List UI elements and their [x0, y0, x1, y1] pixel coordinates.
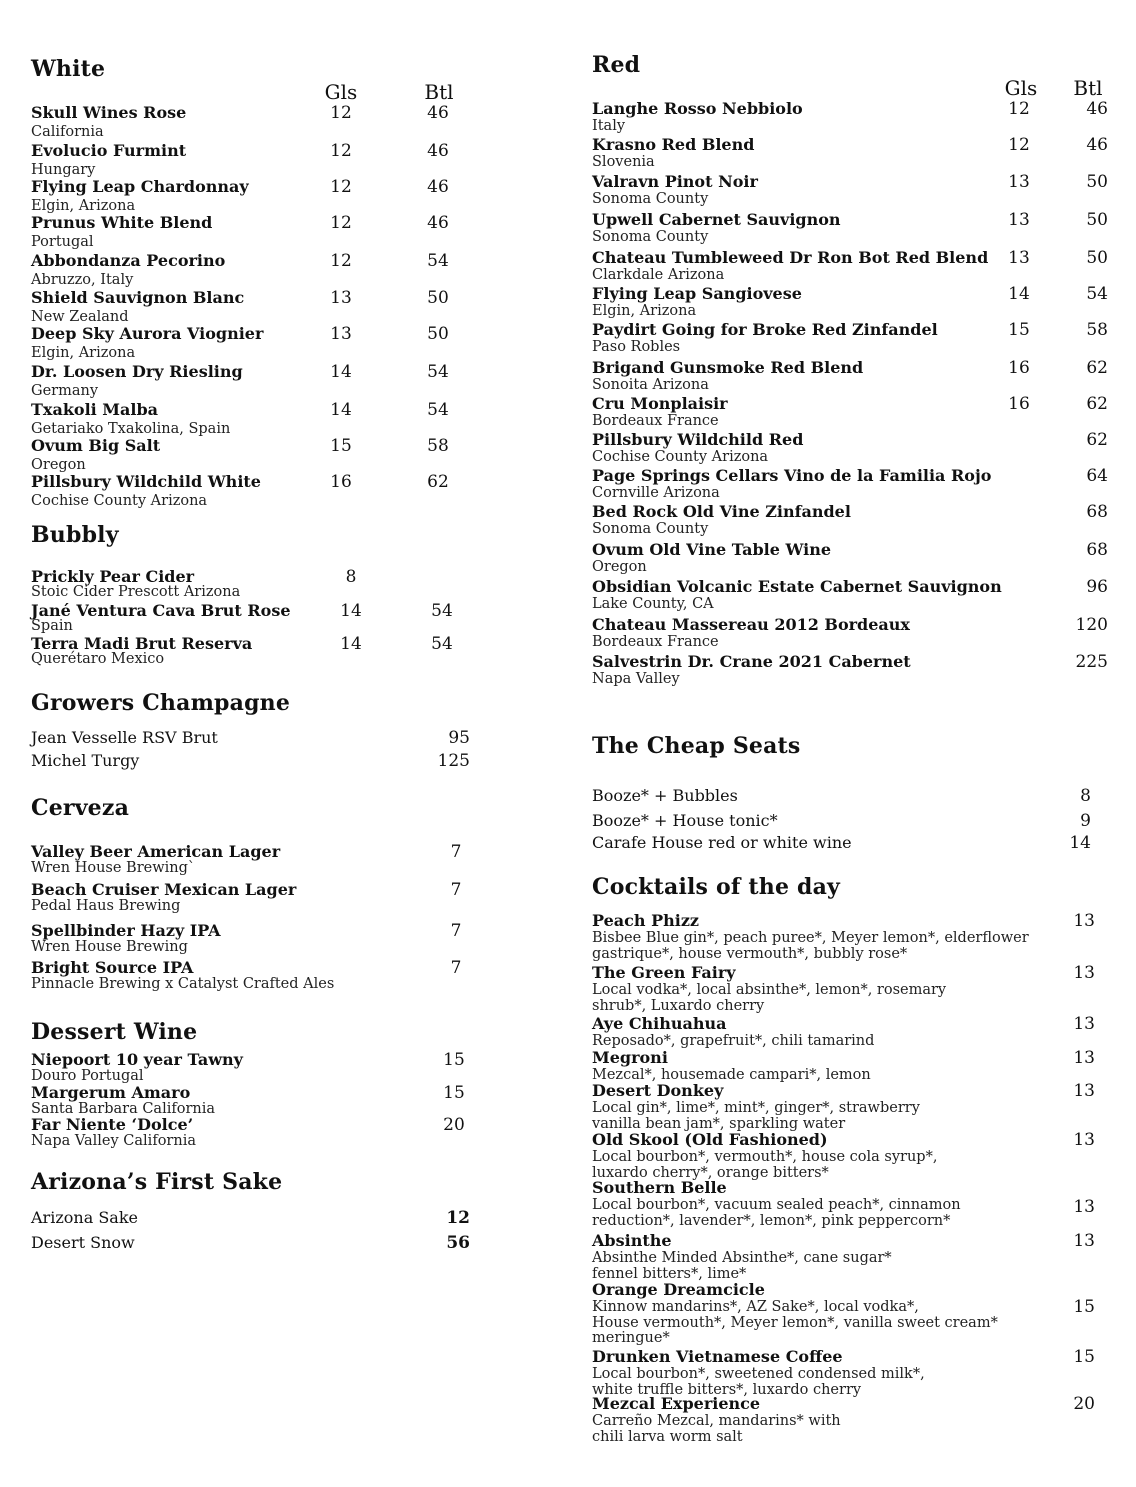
- wine-origin: Querétaro Mexico: [31, 651, 165, 667]
- item-price: 8: [1080, 786, 1091, 806]
- beer-brewery: Wren House Brewing`: [31, 860, 196, 876]
- bottle-price: 54: [427, 251, 449, 271]
- cocktail-ingredients: Reposado*, grapefruit*, chili tamarind: [592, 1033, 875, 1049]
- glass-price: 13: [330, 324, 352, 344]
- wine-name: Margerum Amaro: [31, 1083, 191, 1102]
- glass-price: 13: [1008, 172, 1030, 192]
- wine-origin: Paso Robles: [592, 339, 681, 355]
- bottle-price: 62: [1086, 358, 1108, 378]
- cocktail-ingredients: Local vodka*, local absinthe*, lemon*, rosemary: [592, 982, 947, 998]
- wine-origin: Cochise County Arizona: [31, 493, 208, 509]
- bottle-price: 46: [427, 177, 449, 197]
- beer-name: Beach Cruiser Mexican Lager: [31, 880, 297, 899]
- wine-origin: Santa Barbara California: [31, 1101, 216, 1117]
- glass-price: 13: [330, 288, 352, 308]
- wine-origin: New Zealand: [31, 309, 129, 325]
- wine-origin: Elgin, Arizona: [592, 303, 697, 319]
- bottle-price: 58: [1086, 320, 1108, 340]
- cocktail-name: Aye Chihuahua: [592, 1014, 727, 1033]
- cocktail-name: Mezcal Experience: [592, 1394, 761, 1413]
- cocktail-ingredients: fennel bitters*, lime*: [592, 1265, 747, 1282]
- wine-origin: Germany: [31, 383, 99, 399]
- cocktail-price: 13: [1073, 1130, 1095, 1150]
- glass-price: 16: [330, 472, 352, 492]
- cocktail-ingredients: reduction*, lavender*, lemon*, pink peppercorn*: [592, 1212, 951, 1229]
- item-name: Jean Vesselle RSV Brut: [31, 728, 218, 747]
- cocktail-ingredients: Absinthe Minded Absinthe*, cane sugar*: [592, 1250, 892, 1266]
- wine-origin: Getariako Txakolina, Spain: [31, 421, 231, 437]
- cocktail-ingredients: Local bourbon*, sweetened condensed milk*,: [592, 1366, 925, 1382]
- column-header-bottle: Btl: [1073, 76, 1103, 100]
- cocktail-name: Southern Belle: [592, 1178, 727, 1197]
- cocktail-name: Absinthe: [592, 1231, 672, 1250]
- cocktail-name: Peach Phizz: [592, 911, 700, 930]
- cocktail-ingredients: gastrique*, house vermouth*, bubbly rose*: [592, 945, 908, 962]
- column-header-glass: Gls: [1004, 76, 1038, 100]
- cocktail-ingredients: Bisbee Blue gin*, peach puree*, Meyer lemon*, elderflower: [592, 930, 1029, 946]
- cocktail-ingredients: Local bourbon*, vacuum sealed peach*, cinnamon: [592, 1197, 961, 1213]
- glass-price: 14: [330, 400, 352, 420]
- section-title-cerveza: Cerveza: [31, 795, 130, 821]
- glass-price: 12: [330, 141, 352, 161]
- bottle-price: 68: [1086, 502, 1108, 522]
- item-name: Carafe House red or white wine: [592, 833, 852, 852]
- bottle-price: 54: [427, 400, 449, 420]
- wine-origin: Italy: [592, 118, 626, 134]
- item-price: 15: [443, 1083, 465, 1103]
- bottle-price: 50: [1086, 172, 1108, 192]
- glass-price: 16: [1008, 358, 1030, 378]
- wine-origin: Stoic Cider Prescott Arizona: [31, 584, 241, 600]
- item-price: 20: [443, 1115, 465, 1135]
- bottle-price: 50: [1086, 210, 1108, 230]
- wine-name: Pillsbury Wildchild White: [31, 472, 261, 491]
- cocktail-price: 13: [1073, 1081, 1095, 1101]
- glass-price: 8: [345, 567, 357, 587]
- section-title-cheap-seats: The Cheap Seats: [592, 733, 801, 759]
- wine-origin: Hungary: [31, 162, 96, 178]
- wine-name: Bed Rock Old Vine Zinfandel: [592, 502, 851, 521]
- wine-name: Dr. Loosen Dry Riesling: [31, 362, 243, 381]
- cocktail-price: 13: [1073, 1048, 1095, 1068]
- section-title-red: Red: [592, 52, 641, 78]
- cocktail-ingredients: Carreño Mezcal, mandarins* with: [592, 1413, 841, 1429]
- item-price: 9: [1080, 811, 1091, 831]
- wine-name: Obsidian Volcanic Estate Cabernet Sauvignon: [592, 577, 1002, 596]
- beer-name: Bright Source IPA: [31, 958, 194, 977]
- beer-price: 7: [450, 921, 462, 941]
- bottle-price: 62: [1086, 430, 1108, 450]
- cocktail-name: Drunken Vietnamese Coffee: [592, 1347, 843, 1366]
- wine-name: Flying Leap Sangiovese: [592, 284, 802, 303]
- wine-name: Brigand Gunsmoke Red Blend: [592, 358, 864, 377]
- beer-brewery: Pinnacle Brewing x Catalyst Crafted Ales: [31, 976, 335, 992]
- wine-origin: Bordeaux France: [592, 413, 719, 429]
- wine-origin: Sonoma County: [592, 191, 709, 207]
- wine-name: Deep Sky Aurora Viognier: [31, 324, 264, 343]
- wine-origin: Cornville Arizona: [592, 485, 720, 501]
- bottle-price: 68: [1086, 540, 1108, 560]
- beer-brewery: Pedal Haus Brewing: [31, 898, 181, 914]
- wine-origin: Napa Valley: [592, 671, 680, 687]
- wine-name: Prunus White Blend: [31, 213, 213, 232]
- cocktail-price: 13: [1073, 1231, 1095, 1251]
- wine-name: Page Springs Cellars Vino de la Familia Rojo: [592, 466, 992, 485]
- wine-origin: Sonoma County: [592, 521, 709, 537]
- glass-price: 13: [1008, 210, 1030, 230]
- section-title-white: White: [31, 56, 106, 82]
- bottle-price: 62: [1086, 394, 1108, 414]
- cocktail-price: 13: [1073, 963, 1095, 983]
- wine-name: Skull Wines Rose: [31, 103, 187, 122]
- glass-price: 12: [330, 103, 352, 123]
- bottle-price: 58: [427, 436, 449, 456]
- glass-price: 12: [1008, 135, 1030, 155]
- beer-brewery: Wren House Brewing: [31, 939, 188, 955]
- beer-name: Spellbinder Hazy IPA: [31, 921, 221, 940]
- cocktail-price: 15: [1073, 1347, 1095, 1367]
- wine-origin: Oregon: [31, 457, 86, 473]
- glass-price: 15: [1008, 320, 1030, 340]
- section-title-sake: Arizona’s First Sake: [31, 1169, 283, 1195]
- cocktail-price: 15: [1073, 1297, 1095, 1317]
- bottle-price: 225: [1075, 652, 1108, 672]
- cocktail-name: Desert Donkey: [592, 1081, 724, 1100]
- item-name: Desert Snow: [31, 1233, 135, 1252]
- wine-name: Chateau Massereau 2012 Bordeaux: [592, 615, 910, 634]
- item-name: Arizona Sake: [31, 1208, 138, 1227]
- glass-price: 15: [330, 436, 352, 456]
- cocktail-price: 20: [1073, 1394, 1095, 1414]
- column-header-glass: Gls: [324, 80, 358, 104]
- wine-origin: Sonoma County: [592, 229, 709, 245]
- wine-name: Prickly Pear Cider: [31, 567, 195, 586]
- wine-name: Chateau Tumbleweed Dr Ron Bot Red Blend: [592, 248, 989, 267]
- wine-origin: Cochise County Arizona: [592, 449, 769, 465]
- cocktail-ingredients: shrub*, Luxardo cherry: [592, 997, 765, 1014]
- wine-name: Evolucio Furmint: [31, 141, 187, 160]
- wine-origin: Bordeaux France: [592, 634, 719, 650]
- wine-name: Cru Monplaisir: [592, 394, 728, 413]
- section-title-dessert: Dessert Wine: [31, 1019, 198, 1045]
- cocktail-name: Old Skool (Old Fashioned): [592, 1130, 828, 1149]
- wine-name: Far Niente ‘Dolce’: [31, 1115, 194, 1134]
- glass-price: 12: [330, 251, 352, 271]
- glass-price: 12: [1008, 99, 1030, 119]
- item-price: 125: [437, 751, 470, 771]
- wine-name: Pillsbury Wildchild Red: [592, 430, 804, 449]
- glass-price: 14: [1008, 284, 1030, 304]
- item-name: Michel Turgy: [31, 751, 140, 770]
- section-title-growers: Growers Champagne: [31, 690, 291, 716]
- glass-price: 14: [340, 634, 362, 654]
- wine-name: Salvestrin Dr. Crane 2021 Cabernet: [592, 652, 911, 671]
- item-name: Booze* + Bubbles: [592, 786, 738, 805]
- wine-name: Niepoort 10 year Tawny: [31, 1050, 243, 1069]
- glass-price: 12: [330, 213, 352, 233]
- bottle-price: 96: [1086, 577, 1108, 597]
- wine-name: Upwell Cabernet Sauvignon: [592, 210, 841, 229]
- wine-origin: Lake County, CA: [592, 596, 714, 612]
- wine-name: Shield Sauvignon Blanc: [31, 288, 245, 307]
- wine-name: Jané Ventura Cava Brut Rose: [31, 601, 291, 620]
- cocktail-ingredients: Mezcal*, housemade campari*, lemon: [592, 1067, 871, 1083]
- cocktail-ingredients: Local bourbon*, vermouth*, house cola syrup*,: [592, 1149, 938, 1165]
- item-price: 14: [1069, 833, 1091, 853]
- item-price: 56: [446, 1233, 470, 1253]
- glass-price: 14: [340, 601, 362, 621]
- item-price: 95: [448, 728, 470, 748]
- cocktail-name: The Green Fairy: [592, 963, 736, 982]
- wine-origin: Slovenia: [592, 154, 655, 170]
- wine-origin: Sonoita Arizona: [592, 377, 709, 393]
- wine-origin: California: [31, 124, 104, 140]
- bottle-price: 46: [427, 141, 449, 161]
- item-price: 12: [446, 1208, 470, 1228]
- cocktail-ingredients: Local gin*, lime*, mint*, ginger*, strawberry: [592, 1100, 920, 1116]
- cocktail-ingredients: luxardo cherry*, orange bitters*: [592, 1164, 829, 1181]
- item-name: Booze* + House tonic*: [592, 811, 778, 830]
- column-header-bottle: Btl: [424, 80, 454, 104]
- bottle-price: 46: [1086, 99, 1108, 119]
- wine-name: Abbondanza Pecorino: [31, 251, 226, 270]
- bottle-price: 46: [427, 213, 449, 233]
- wine-origin: Abruzzo, Italy: [31, 272, 134, 288]
- cocktail-ingredients: white truffle bitters*, luxardo cherry: [592, 1381, 862, 1398]
- cocktail-name: Megroni: [592, 1048, 668, 1067]
- glass-price: 12: [330, 177, 352, 197]
- section-title-bubbly: Bubbly: [31, 522, 119, 548]
- wine-name: Txakoli Malba: [31, 400, 159, 419]
- glass-price: 13: [1008, 248, 1030, 268]
- bottle-price: 62: [427, 472, 449, 492]
- wine-origin: Portugal: [31, 234, 94, 250]
- wine-origin: Napa Valley California: [31, 1133, 196, 1149]
- bottle-price: 54: [427, 362, 449, 382]
- wine-name: Langhe Rosso Nebbiolo: [592, 99, 803, 118]
- cocktail-ingredients: vanilla bean jam*, sparkling water: [592, 1115, 846, 1132]
- cocktail-price: 13: [1073, 1014, 1095, 1034]
- bottle-price: 120: [1075, 615, 1108, 635]
- wine-origin: Elgin, Arizona: [31, 345, 136, 361]
- wine-origin: Douro Portugal: [31, 1068, 144, 1084]
- bottle-price: 54: [431, 601, 453, 621]
- bottle-price: 50: [427, 324, 449, 344]
- wine-name: Valravn Pinot Noir: [592, 172, 758, 191]
- wine-name: Flying Leap Chardonnay: [31, 177, 249, 196]
- beer-name: Valley Beer American Lager: [31, 842, 281, 861]
- bottle-price: 54: [431, 634, 453, 654]
- cocktail-price: 13: [1073, 1197, 1095, 1217]
- wine-origin: Elgin, Arizona: [31, 198, 136, 214]
- wine-name: Ovum Big Salt: [31, 436, 161, 455]
- bottle-price: 46: [1086, 135, 1108, 155]
- cocktail-price: 13: [1073, 911, 1095, 931]
- bottle-price: 50: [1086, 248, 1108, 268]
- beer-price: 7: [450, 958, 462, 978]
- wine-origin: Spain: [31, 618, 73, 634]
- bottle-price: 50: [427, 288, 449, 308]
- glass-price: 16: [1008, 394, 1030, 414]
- beer-price: 7: [450, 880, 462, 900]
- item-price: 15: [443, 1050, 465, 1070]
- wine-origin: Clarkdale Arizona: [592, 267, 725, 283]
- cocktail-ingredients: Kinnow mandarins*, AZ Sake*, local vodka*,: [592, 1299, 919, 1315]
- wine-name: Terra Madi Brut Reserva: [31, 634, 253, 653]
- cocktail-name: Orange Dreamcicle: [592, 1280, 765, 1299]
- wine-origin: Oregon: [592, 559, 647, 575]
- section-title-cocktails: Cocktails of the day: [592, 874, 841, 900]
- cocktail-ingredients: meringue*: [592, 1330, 670, 1346]
- wine-name: Paydirt Going for Broke Red Zinfandel: [592, 320, 938, 339]
- beer-price: 7: [450, 842, 462, 862]
- wine-name: Ovum Old Vine Table Wine: [592, 540, 832, 559]
- cocktail-ingredients: chili larva worm salt: [592, 1428, 743, 1445]
- cocktail-ingredients: House vermouth*, Meyer lemon*, vanilla sweet cream*: [592, 1314, 998, 1331]
- bottle-price: 64: [1086, 466, 1108, 486]
- glass-price: 14: [330, 362, 352, 382]
- wine-name: Krasno Red Blend: [592, 135, 755, 154]
- bottle-price: 54: [1086, 284, 1108, 304]
- bottle-price: 46: [427, 103, 449, 123]
